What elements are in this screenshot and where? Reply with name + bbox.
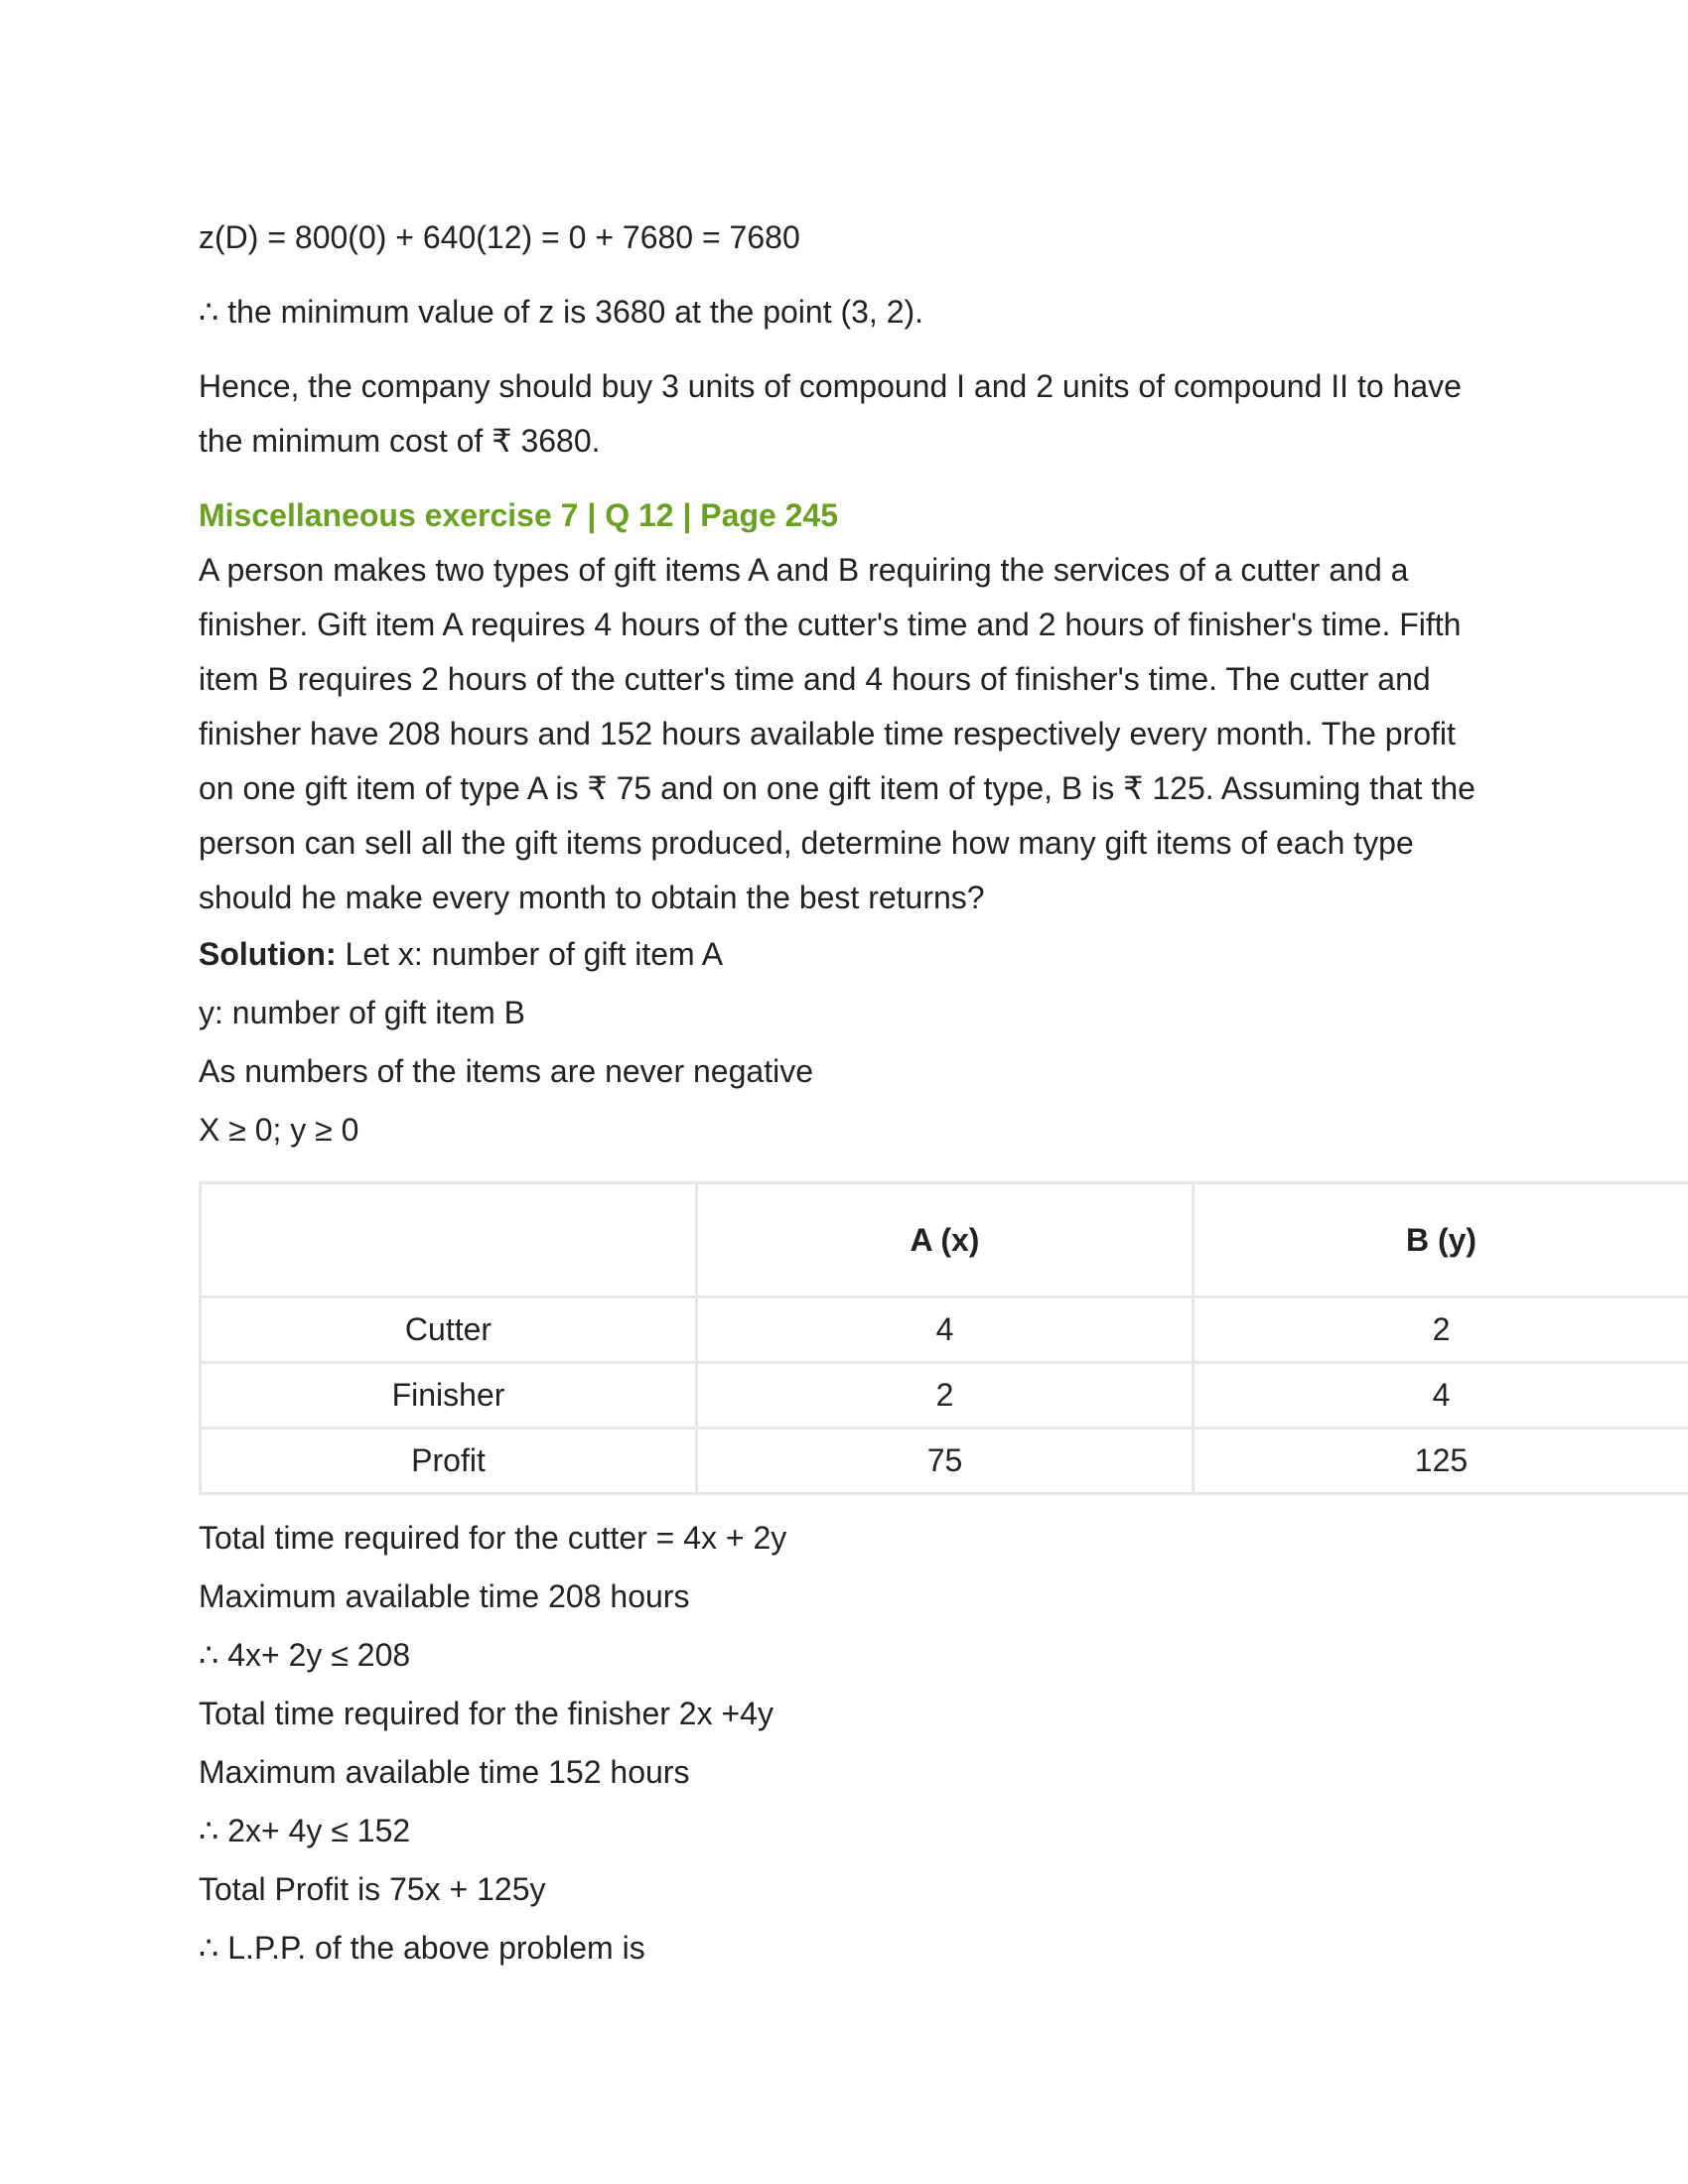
table-header-cell: A (x) — [697, 1183, 1194, 1297]
lpp-statement: ∴ L.P.P. of the above problem is — [199, 1930, 645, 1966]
cutter-constraint: ∴ 4x+ 2y ≤ 208 — [199, 1637, 411, 1673]
table-header-cell — [201, 1183, 697, 1297]
table-row — [201, 1363, 1688, 1429]
total-profit-expression: Total Profit is 75x + 125y — [199, 1871, 546, 1907]
solution-let-x: Let x: number of gift item A — [336, 936, 724, 972]
table-row — [201, 1297, 1688, 1363]
finisher-time-expression: Total time required for the finisher 2x +4y — [199, 1696, 774, 1731]
table-header-cell: B (y) — [1194, 1183, 1688, 1297]
table-row — [201, 1429, 1688, 1494]
gift-items-table — [199, 1181, 1688, 1495]
table-cell: Finisher — [201, 1363, 697, 1429]
table-cell: 2 — [697, 1363, 1194, 1429]
solution-line-1 — [199, 925, 1688, 984]
table-cell: 125 — [1194, 1429, 1688, 1494]
table-cell: Profit — [201, 1429, 697, 1494]
cutter-time-expression: Total time required for the cutter = 4x + 2y — [199, 1520, 787, 1556]
document-page — [199, 210, 1688, 1978]
cutter-available-time: Maximum available time 208 hours — [199, 1578, 690, 1614]
question-heading: Miscellaneous exercise 7 | Q 12 | Page 245 — [199, 497, 839, 533]
minimum-value-statement: ∴ the minimum value of z is 3680 at the point (3, 2). — [199, 294, 924, 330]
table-cell: 75 — [697, 1429, 1194, 1494]
table-cell: Cutter — [201, 1297, 697, 1363]
solution-line-3: As numbers of the items are never negative — [199, 1053, 813, 1089]
solution-label: Solution: — [199, 936, 337, 972]
conclusion-paragraph: Hence, the company should buy 3 units of compound I and 2 units of compound II to have the minimum cost of ₹ 3680. — [199, 368, 1462, 459]
question-text: A person makes two types of gift items A and B requiring the services of a cutter and a finisher. Gift item A requires 4 hours of the cutter's time and 2 hours of finisher's time. Fifth item B requires 2 hours of the cutter's time and 4 hours of finisher's time. The cutter and finisher have 208 hours and 152 hours available time respectively every month. The profit on one gift item of type A is ₹ 75 and on one gift item of type, B is ₹ 125. Assuming that the person can sell all the gift items produced, determine how many gift items of each type should he make every month to obtain the best returns? — [199, 552, 1476, 915]
table-cell: 4 — [1194, 1363, 1688, 1429]
table-header-row — [201, 1183, 1688, 1297]
non-negativity-constraint: X ≥ 0; y ≥ 0 — [199, 1112, 359, 1148]
solution-line-2: y: number of gift item B — [199, 995, 526, 1030]
table-cell: 2 — [1194, 1297, 1688, 1363]
table-cell: 4 — [697, 1297, 1194, 1363]
finisher-available-time: Maximum available time 152 hours — [199, 1754, 690, 1790]
finisher-constraint: ∴ 2x+ 4y ≤ 152 — [199, 1813, 411, 1848]
equation-zd: z(D) = 800(0) + 640(12) = 0 + 7680 = 7680 — [199, 219, 800, 255]
